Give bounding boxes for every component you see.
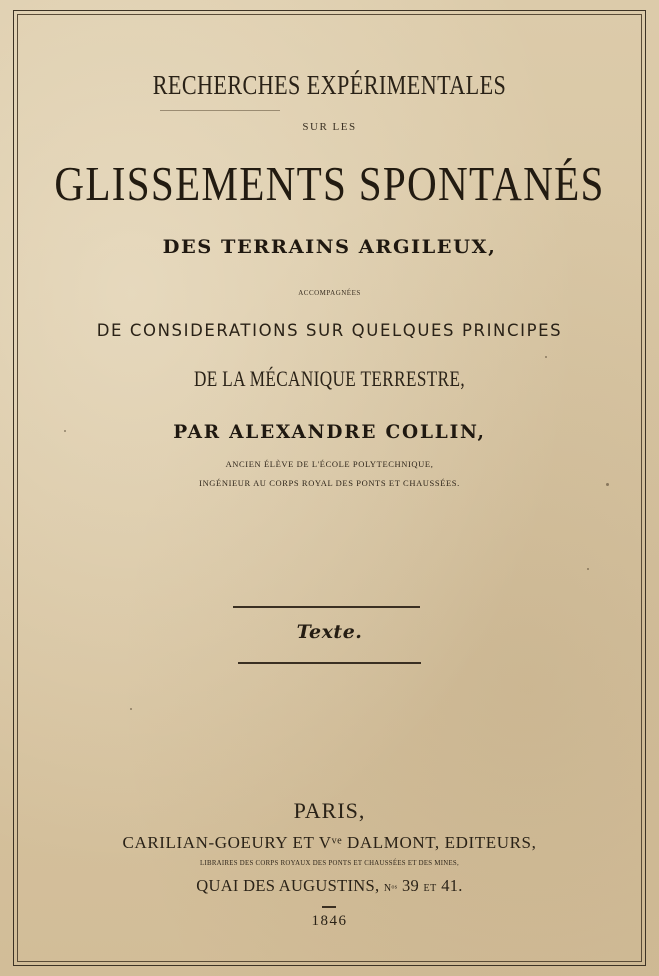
- paper-speck: [64, 430, 66, 432]
- imprint-publishers: CARILIAN-GOEURY ET Vᵛᵉ DALMONT, EDITEURS,: [122, 833, 537, 852]
- paper-speck: [606, 483, 609, 486]
- address-numero: Nᵒˢ: [383, 883, 398, 894]
- main-title: GLISSEMENTS SPONTANÉS: [54, 156, 605, 211]
- heading-sur-les: SUR LES: [302, 121, 357, 133]
- accompagnees-text: ACCOMPAGNÉES: [298, 289, 361, 297]
- imprint-year: 1846: [311, 913, 348, 929]
- imprint-libraires: LIBRAIRES DES CORPS ROYAUX DES PONTS ET CHAUSSÉES ET DES MINES,: [199, 860, 460, 867]
- imprint-address: [0, 876, 659, 896]
- paper-speck: [545, 356, 547, 358]
- address-number-2: 41.: [441, 876, 463, 895]
- pencil-underline: [160, 110, 280, 111]
- paper-speck: [587, 568, 589, 570]
- mecanique-line: DE LA MÉCANIQUE TERRESTRE,: [193, 366, 466, 391]
- subtitle-terrains: DES TERRAINS ARGILEUX,: [162, 236, 497, 258]
- divider-top: [233, 606, 420, 608]
- address-street: QUAI DES AUGUSTINS,: [196, 876, 380, 895]
- author-line: PAR ALEXANDRE COLLIN,: [173, 422, 486, 443]
- author-credential-2: INGÉNIEUR AU CORPS ROYAL DES PONTS ET CHAUSSÉES.: [199, 478, 460, 488]
- paper-speck: [130, 708, 132, 710]
- considerations-line: DE CONSIDERATIONS SUR QUELQUES PRINCIPES: [96, 321, 563, 340]
- year-dash: [322, 906, 336, 908]
- address-number-1: 39: [401, 876, 420, 895]
- author-credential-1: ANCIEN ÉLÈVE DE L'ÉCOLE POLYTECHNIQUE,: [225, 459, 434, 469]
- divider-bottom: [238, 662, 421, 664]
- imprint-city: PARIS,: [293, 798, 366, 823]
- address-et: ET: [423, 883, 437, 894]
- volume-label: Texte.: [296, 621, 363, 643]
- heading-recherches: RECHERCHES EXPÉRIMENTALES: [152, 70, 507, 100]
